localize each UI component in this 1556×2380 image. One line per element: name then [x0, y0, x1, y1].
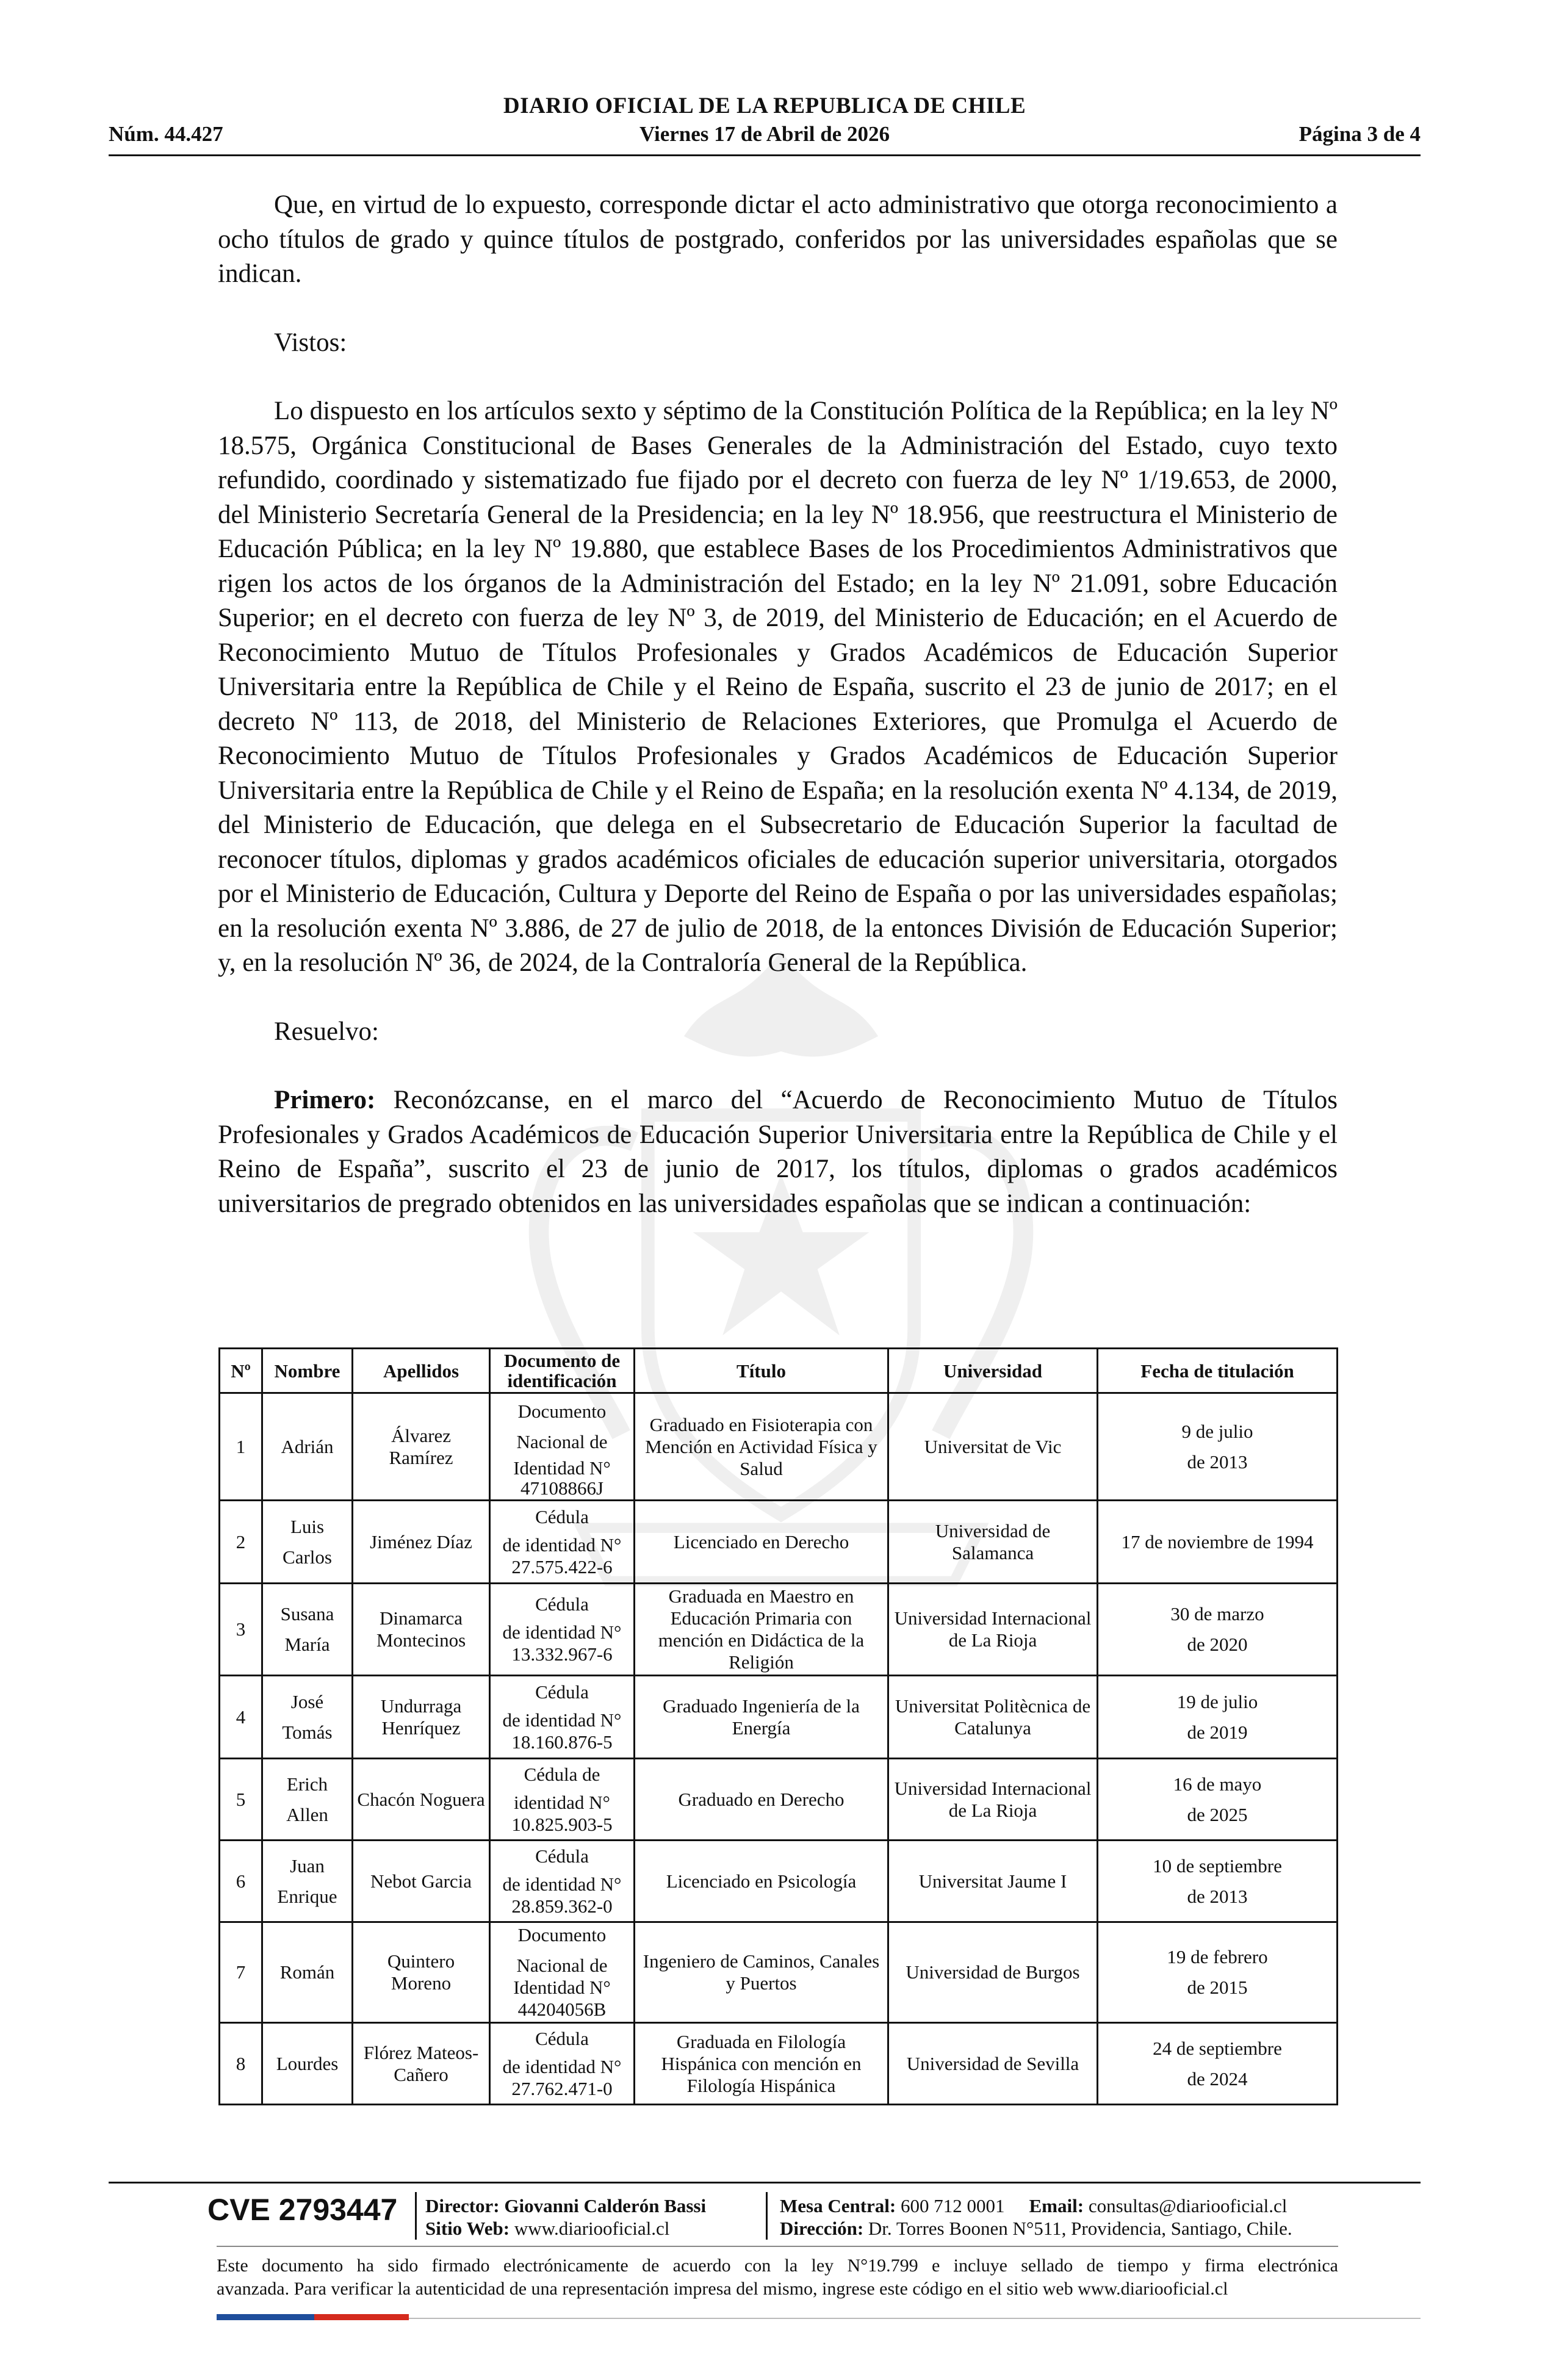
cell-universidad: Universidad Internacional de La Rioja: [888, 1584, 1098, 1676]
fecha-line: de 2015: [1187, 1977, 1248, 1998]
table-row: [220, 1501, 1338, 1584]
nombre-line: José: [290, 1690, 324, 1712]
cell-documento: [490, 1501, 635, 1584]
page-indicator: Página 3 de 4: [1298, 122, 1421, 146]
doc-line: de identidad N°: [502, 2055, 622, 2077]
cell-apellidos: Nebot Garcia: [353, 1841, 490, 1922]
cell-nombre: [262, 1393, 353, 1501]
doc-line: Cédula: [535, 1593, 589, 1615]
footer-contact-block: [780, 2194, 1292, 2240]
cell-universidad: Universitat Politècnica de Catalunya: [888, 1676, 1098, 1759]
page-header: [109, 93, 1421, 160]
doc-line: 13.332.967-6: [511, 1643, 613, 1665]
cell-universidad: Universitat Jaume I: [888, 1841, 1098, 1922]
website-link[interactable]: www.diariooficial.cl: [514, 2218, 670, 2239]
col-header-nombre: Nombre: [262, 1349, 353, 1393]
cell-nombre: [262, 1584, 353, 1676]
website-line: [425, 2217, 706, 2240]
fecha-line: de 2024: [1187, 2068, 1248, 2090]
intro-paragraph: Que, en virtud de lo expuesto, corresponde dictar el acto administrativo que otorga reconocimiento a ocho títulos de grado y quince títulos de postgrado, conferidos por las universidades españolas que se indican.: [218, 190, 1338, 288]
footer-director-block: [425, 2194, 706, 2240]
issue-number: Núm. 44.427: [109, 122, 223, 146]
nombre-line: Erich: [286, 1773, 328, 1795]
doc-line: Documento: [517, 1924, 607, 1945]
nombre-line: Allen: [286, 1803, 328, 1825]
fecha-line: 10 de septiembre: [1153, 1855, 1282, 1877]
cell-documento: [490, 1393, 635, 1501]
cell-universidad: Universidad Internacional de La Rioja: [888, 1759, 1098, 1841]
primero-paragraph: [218, 1083, 1338, 1221]
cell-fecha: [1098, 1841, 1338, 1922]
cell-num: 3: [220, 1584, 262, 1676]
doc-line: 27.762.471-0: [511, 2077, 613, 2099]
publication-title: DIARIO OFICIAL DE LA REPUBLICA DE CHILE: [503, 93, 1026, 118]
cell-titulo: Graduado Ingeniería de la Energía: [635, 1676, 888, 1759]
table-row: [220, 1922, 1338, 2023]
table-row: [220, 1759, 1338, 1841]
cell-apellidos: Flórez Mateos-Cañero: [353, 2023, 490, 2105]
fecha-line: 24 de septiembre: [1153, 2037, 1282, 2059]
recognized-titles-table: [218, 1347, 1338, 2105]
direccion-label: Dirección:: [780, 2218, 864, 2239]
cell-documento: [490, 1841, 635, 1922]
fecha-line: 19 de julio: [1176, 1690, 1258, 1712]
col-header-fecha: Fecha de titulación: [1098, 1349, 1338, 1393]
footer-separator: [415, 2192, 417, 2240]
nombre-line: Carlos: [283, 1546, 332, 1568]
nombre-line: Lourdes: [276, 2052, 339, 2074]
fecha-line: de 2013: [1187, 1885, 1248, 1907]
col-header-num: Nº: [220, 1349, 262, 1393]
doc-line: Identidad N°: [513, 1457, 611, 1479]
cell-num: 7: [220, 1922, 262, 2023]
col-header-documento: Documento de identificación: [490, 1349, 635, 1393]
director-line: [425, 2194, 706, 2217]
cell-num: 6: [220, 1841, 262, 1922]
fecha-line: de 2025: [1187, 1803, 1248, 1825]
doc-line: Cédula: [535, 1506, 589, 1527]
doc-line: 47108866J: [520, 1477, 604, 1499]
primero-label: Primero:: [274, 1086, 376, 1114]
flag-bar-blue: [217, 2314, 314, 2320]
direccion-value: Dr. Torres Boonen N°511, Providencia, Santiago, Chile.: [868, 2218, 1292, 2239]
nombre-line: Román: [279, 1961, 335, 1983]
cell-universidad: Universidad de Salamanca: [888, 1501, 1098, 1584]
nombre-line: Enrique: [277, 1885, 337, 1907]
cell-apellidos: Chacón Noguera: [353, 1759, 490, 1841]
mesa-label: Mesa Central:: [780, 2195, 896, 2216]
footer-note-divider: [217, 2246, 1338, 2247]
fecha-line: de 2013: [1187, 1451, 1248, 1473]
flag-bar-red: [314, 2314, 409, 2320]
doc-line: de identidad N°: [502, 1873, 622, 1895]
cell-documento: [490, 1922, 635, 2023]
email-label: Email:: [1029, 2195, 1084, 2216]
resuelvo-heading: Resuelvo:: [274, 1017, 379, 1046]
vistos-heading: Vistos:: [274, 328, 347, 357]
cell-nombre: [262, 1676, 353, 1759]
cell-num: 1: [220, 1393, 262, 1501]
cell-universidad: Universidad de Burgos: [888, 1922, 1098, 2023]
fecha-line: de 2020: [1187, 1634, 1248, 1655]
cve-code: CVE 2793447: [207, 2193, 398, 2227]
cell-num: 5: [220, 1759, 262, 1841]
cell-titulo: Graduada en Maestro en Educación Primaria con mención en Didáctica de la Religión: [635, 1584, 888, 1676]
nombre-line: María: [284, 1634, 330, 1655]
cell-nombre: [262, 1501, 353, 1584]
mesa-phone: 600 712 0001: [901, 2195, 1005, 2216]
fecha-line: 9 de julio: [1181, 1420, 1253, 1442]
cell-fecha: [1098, 1676, 1338, 1759]
fecha-line: 19 de febrero: [1167, 1946, 1268, 1967]
cell-apellidos: Dinamarca Montecinos: [353, 1584, 490, 1676]
doc-line: Documento: [517, 1400, 607, 1422]
table-header-row: [220, 1349, 1338, 1393]
director-label: Director:: [425, 2195, 500, 2216]
cell-documento: [490, 1584, 635, 1676]
cell-apellidos: Álvarez Ramírez: [353, 1393, 490, 1501]
table-row: [220, 1841, 1338, 1922]
cell-nombre: [262, 1759, 353, 1841]
doc-line: identidad N°: [514, 1791, 610, 1813]
email-group: [1029, 2194, 1288, 2217]
col-header-universidad: Universidad: [888, 1349, 1098, 1393]
doc-line: 10.825.903-5: [511, 1813, 613, 1835]
cell-apellidos: Undurraga Henríquez: [353, 1676, 490, 1759]
table-row: [220, 1584, 1338, 1676]
doc-line: de identidad N°: [502, 1621, 622, 1643]
doc-line: Nacional de: [516, 1955, 608, 1976]
cell-documento: [490, 1759, 635, 1841]
contact-line: [780, 2194, 1292, 2217]
cell-num: 2: [220, 1501, 262, 1584]
fecha-line: 16 de mayo: [1173, 1773, 1262, 1795]
footer-divider: [109, 2182, 1421, 2183]
cell-nombre: [262, 2023, 353, 2105]
doc-line: 27.575.422-6: [511, 1556, 613, 1578]
fecha-line: 30 de marzo: [1170, 1603, 1264, 1625]
note-line: Este documento ha sido firmado electrónicamente de acuerdo con la ley N°19.799 e incluye sellado de tiempo y firma electrónica: [217, 2256, 1338, 2276]
footer-bottom-rule: [409, 2318, 1421, 2319]
doc-line: Nacional de: [516, 1430, 608, 1452]
cell-titulo: Ingeniero de Caminos, Canales y Puertos: [635, 1922, 888, 2023]
nombre-line: Susana: [280, 1603, 334, 1625]
website-label: Sitio Web:: [425, 2218, 510, 2239]
nombre-line: Tomás: [282, 1721, 333, 1743]
doc-line: 18.160.876-5: [511, 1731, 613, 1753]
electronic-signature-note: [217, 2254, 1338, 2301]
doc-line: Cédula: [535, 1845, 589, 1867]
cell-num: 8: [220, 2023, 262, 2105]
nombre-line: Luis: [290, 1515, 325, 1537]
address-line: [780, 2217, 1292, 2240]
cell-universidad: Universidad de Sevilla: [888, 2023, 1098, 2105]
footer-separator: [766, 2192, 768, 2240]
cell-documento: [490, 2023, 635, 2105]
doc-line: de identidad N°: [502, 1534, 622, 1556]
col-header-titulo: Título: [635, 1349, 888, 1393]
table-row: [220, 2023, 1338, 2105]
cell-documento: [490, 1676, 635, 1759]
doc-line: de identidad N°: [502, 1709, 622, 1731]
cell-universidad: Universitat de Vic: [888, 1393, 1098, 1501]
table-row: [220, 1676, 1338, 1759]
cell-fecha: [1098, 1759, 1338, 1841]
cell-fecha: [1098, 1922, 1338, 2023]
cell-nombre: [262, 1841, 353, 1922]
cell-fecha: [1098, 2023, 1338, 2105]
col-header-apellidos: Apellidos: [353, 1349, 490, 1393]
nombre-line: Juan: [290, 1855, 325, 1877]
cell-fecha: [1098, 1393, 1338, 1501]
issue-date: Viernes 17 de Abril de 2026: [639, 122, 890, 146]
email-link[interactable]: consultas@diariooficial.cl: [1088, 2195, 1288, 2216]
doc-line: 44204056B: [517, 1999, 607, 2020]
cell-nombre: [262, 1922, 353, 2023]
note-line: avanzada. Para verificar la autenticidad de una representación impresa del mismo, ingrese este código en el sitio web www.diariooficial.cl: [217, 2279, 1228, 2299]
cell-titulo: Licenciado en Psicología: [635, 1841, 888, 1922]
cell-fecha: 17 de noviembre de 1994: [1098, 1501, 1338, 1584]
cell-num: 4: [220, 1676, 262, 1759]
nombre-line: Adrián: [281, 1435, 334, 1457]
doc-line: Identidad N°: [513, 1977, 611, 1998]
cell-titulo: Licenciado en Derecho: [635, 1501, 888, 1584]
doc-line: 28.859.362-0: [511, 1895, 613, 1917]
cell-titulo: Graduada en Filología Hispánica con mención en Filología Hispánica: [635, 2023, 888, 2105]
doc-line: Cédula: [535, 2027, 589, 2049]
primero-text: Reconózcanse, en el marco del “Acuerdo de Reconocimiento Mutuo de Títulos Profesionales y Grados Académicos de Educación Superior Universitaria entre la República de Chile y el Reino de España”, suscrito el 23 de junio de 2017, los títulos, diplomas o grados académicos universitarios de pregrado obtenidos en las universidades españolas que se indican a continuación:: [218, 1086, 1338, 1218]
cell-titulo: Graduado en Fisioterapia con Mención en Actividad Física y Salud: [635, 1393, 888, 1501]
doc-line: Cédula: [535, 1681, 589, 1703]
cell-apellidos: Quintero Moreno: [353, 1922, 490, 2023]
document-body: [218, 188, 1338, 1221]
cell-fecha: [1098, 1584, 1338, 1676]
table-row: [220, 1393, 1338, 1501]
header-divider: [109, 154, 1421, 156]
vistos-paragraph: Lo dispuesto en los artículos sexto y séptimo de la Constitución Política de la República; en la ley Nº 18.575, Orgánica Constitucional de Bases Generales de la Administración del Estado, cuyo texto refundido, coordinado y sistematizado fue fijado por el decreto con fuerza de ley Nº 1/19.653, de 2000, del Ministerio Secretaría General de la Presidencia; en la ley Nº 18.956, que reestructura el Ministerio de Educación Pública; en la ley Nº 19.880, que establece Bases de los Procedimientos Administrativos que rigen los actos de los órganos de la Administración del Estado; en la ley Nº 21.091, sobre Educación Superior; en el decreto con fuerza de ley Nº 3, de 2019, del Ministerio de Educación; en el Acuerdo de Reconocimiento Mutuo de Títulos Profesionales y Grados Académicos de Educación Superior Universitaria entre la República de Chile y el Reino de España, suscrito el 23 de junio de 2017; en el decreto Nº 113, de 2018, del Ministerio de Relaciones Exteriores, que Promulga el Acuerdo de Reconocimiento Mutuo de Títulos Profesionales y Grados Académicos de Educación Superior Universitaria entre la República de Chile y el Reino de España; en la resolución exenta Nº 4.134, de 2019, del Ministerio de Educación, que delega en el Subsecretario de Educación Superior la facultad de reconocer títulos, diplomas y grados académicos oficiales de educación superior universitaria, otorgados por el Ministerio de Educación, Cultura y Deporte del Reino de España o por las universidades españolas; en la resolución exenta Nº 3.886, de 27 de julio de 2018, de la entonces División de Educación Superior; y, en la resolución Nº 36, de 2024, de la Contraloría General de la República.: [218, 397, 1338, 977]
fecha-line: de 2019: [1187, 1721, 1248, 1743]
cell-titulo: Graduado en Derecho: [635, 1759, 888, 1841]
director-name: Giovanni Calderón Bassi: [504, 2195, 707, 2216]
cell-apellidos: Jiménez Díaz: [353, 1501, 490, 1584]
doc-line: Cédula de: [524, 1763, 600, 1785]
